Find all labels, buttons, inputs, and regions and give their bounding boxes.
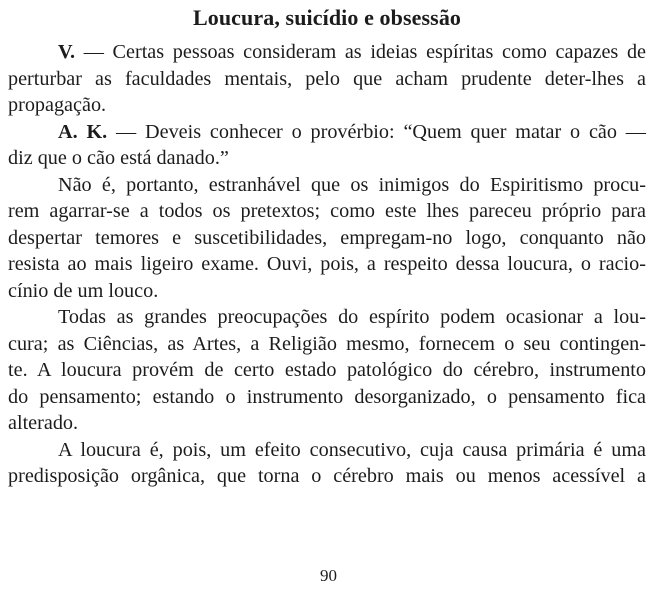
text-line <box>8 39 646 66</box>
text-line: cura; as Ciências, as Artes, a Religião mesmo, fornecem o seu contingen- <box>8 332 646 355</box>
paragraph-4 <box>8 304 646 437</box>
text-line: resista ao mais ligeiro exame. Ouvi, pois, a respeito dessa loucura, o racio- <box>8 253 646 275</box>
text-line: A loucura é, pois, um efeito consecutivo, cuja causa primária é uma <box>58 438 646 461</box>
speaker-label: A. K. <box>58 120 108 143</box>
text-line: te. A loucura provém de certo estado patológico do cérebro, instrumento <box>8 359 646 381</box>
text-line: alterado. <box>8 412 79 434</box>
paragraph-1 <box>8 39 646 119</box>
text-line: do pensamento; estando o instrumento desorganizado, o pensamento fica <box>8 385 646 408</box>
text-line: despertar temores e suscetibilidades, empregam-no logo, conquanto não <box>8 226 646 249</box>
text-line: cínio de um louco. <box>8 279 159 302</box>
paragraph-3 <box>8 172 646 305</box>
text-line: diz que o cão está danado.” <box>8 147 229 169</box>
text-span: — Certas pessoas consideram as ideias espíritas como capazes de <box>75 41 646 63</box>
text-line: predisposição orgânica, que torna o cérebro mais ou menos acessível a <box>8 465 646 487</box>
text-line: rem agarrar-se a todos os pretextos; como este lhes pareceu próprio para <box>8 200 646 222</box>
text-line: propagação. <box>8 94 107 116</box>
page-number: 90 <box>320 566 337 585</box>
book-page <box>8 0 646 490</box>
text-line: Todas as grandes preocupações do espírito podem ocasionar a lou- <box>58 306 646 328</box>
speaker-label: V. <box>58 41 76 63</box>
paragraph-2 <box>8 119 646 172</box>
text-line: perturbar as faculdades mentais, pelo que acham prudente deter-lhes a <box>8 67 646 90</box>
paragraph-5 <box>8 437 646 490</box>
text-span: — Deveis conhecer o provérbio: “Quem quer matar o cão — <box>107 120 646 143</box>
text-line <box>8 119 646 146</box>
text-line: Não é, portanto, estranhável que os inimigos do Espiritismo procu- <box>58 173 646 196</box>
chapter-title: Loucura, suicídio e obsessão <box>192 5 462 30</box>
